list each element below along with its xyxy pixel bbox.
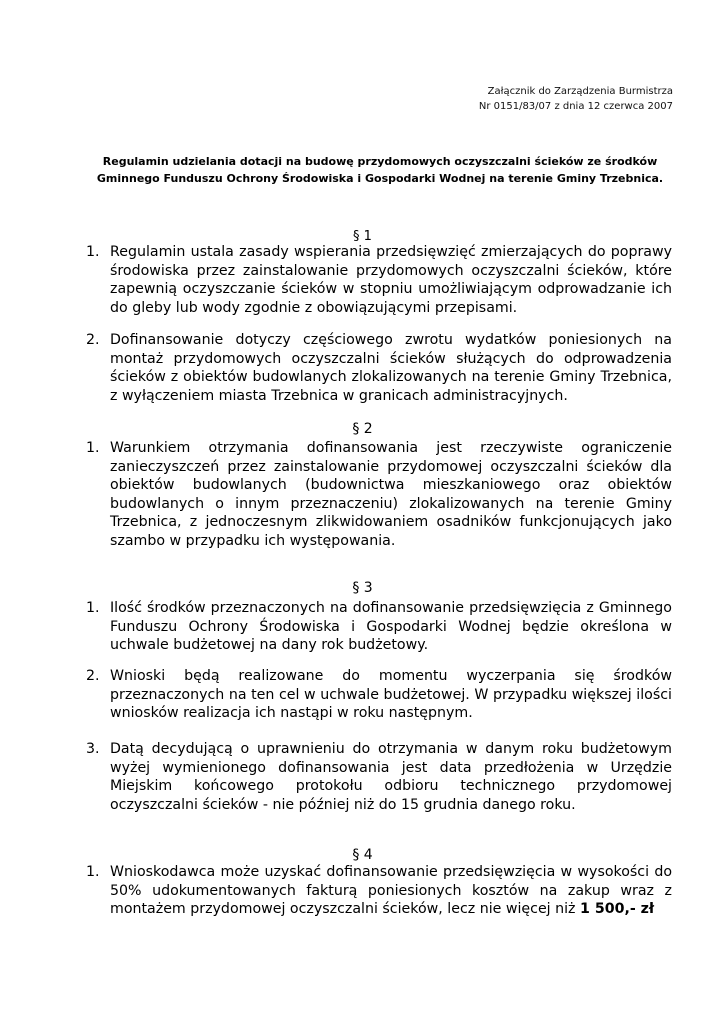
item-text: Dofinansowanie dotyczy częściowego zwrotu wydatków poniesionych na montaż przydomowych oczyszczalni ścieków służących do odprowadzenia ścieków z obiektów budowlanych zlokalizowanych na terenie Gminy Trzebnica, z wyłączeniem miasta Trzebnica w granicach administracyjnych.: [110, 332, 672, 404]
item-number: 1.: [86, 244, 100, 260]
attachment-note-line-1: Załącznik do Zarządzenia Burmistrza: [487, 86, 673, 97]
section-3-item-3: [86, 740, 672, 814]
max-amount: 1 500,- zł: [580, 901, 655, 918]
section-3-item-2: [86, 667, 672, 723]
item-number: 1.: [86, 440, 100, 456]
section-1-item-1: [86, 243, 672, 317]
item-number: 2.: [86, 332, 100, 348]
item-number: 2.: [86, 668, 100, 684]
attachment-note-line-2: Nr 0151/83/07 z dnia 12 czerwca 2007: [478, 101, 673, 112]
section-heading-1: § 1: [353, 229, 372, 244]
item-number: 1.: [86, 600, 100, 616]
item-text: Warunkiem otrzymania dofinansowania jest rzeczywiste ograniczenie zanieczyszczeń przez zainstalowanie przydomowej oczyszczalni ścieków dla obiektów budowlanych (budownictwa mieszkaniowego oraz obiektów budowlanych o innym przeznaczeniu) zlokalizowanych na terenie Gminy Trzebnica, z jednoczesnym zlikwidowaniem osadników funkcjonujących jako szambo w przypadku ich występowania.: [110, 440, 672, 549]
section-2-item-1: [86, 439, 672, 551]
item-text: Regulamin ustala zasady wspierania przedsięwzięć zmierzających do poprawy środowiska przez zainstalowanie przydomowych oczyszczalni ścieków, które zapewnią oczyszczanie ścieków w stopniu umożliwiającym odprowadzanie ich do gleby lub wody zgodnie z obowiązującymi przepisami.: [110, 244, 672, 316]
section-heading-2: § 2: [352, 421, 373, 437]
attachment-note: [479, 84, 673, 114]
item-text: [110, 863, 672, 919]
item-number: 3.: [86, 741, 100, 757]
item-text: Ilość środków przeznaczonych na dofinansowanie przedsięwzięcia z Gminnego Funduszu Ochrony Środowiska i Gospodarki Wodnej będzie określona w uchwale budżetowej na dany rok budżetowy.: [110, 600, 672, 654]
document-title: Regulamin udzielania dotacji na budowę przydomowych oczyszczalni ścieków ze środków Gminnego Funduszu Ochrony Środowiska i Gospodarki Wodnej na terenie Gminy Trzebnica.: [96, 155, 664, 185]
section-heading-4: § 4: [352, 847, 373, 863]
section-1-item-2: [86, 331, 672, 405]
section-heading-3: § 3: [352, 580, 373, 596]
item-number: 1.: [86, 864, 100, 880]
section-4-item-1: [86, 863, 672, 919]
item-text: Wnioski będą realizowane do momentu wyczerpania się środków przeznaczonych na ten cel w uchwale budżetowej. W przypadku większej ilości wniosków realizacja ich nastąpi w roku następnym.: [110, 668, 672, 722]
section-3-item-1: [86, 599, 672, 655]
item-text: Datą decydującą o uprawnieniu do otrzymania w danym roku budżetowym wyżej wymienionego dofinansowania jest data przedłożenia w Urzędzie Miejskim końcowego protokołu odbioru technicznego przydomowej oczyszczalni ścieków - nie później niż do 15 grudnia danego roku.: [110, 741, 672, 813]
item-text-body: Wnioskodawca może uzyskać dofinansowanie przedsięwzięcia w wysokości do 50% udokumentowanych fakturą poniesionych kosztów na zakup wraz z montażem przydomowej oczyszczalni ścieków, lecz nie więcej niż: [110, 864, 672, 918]
